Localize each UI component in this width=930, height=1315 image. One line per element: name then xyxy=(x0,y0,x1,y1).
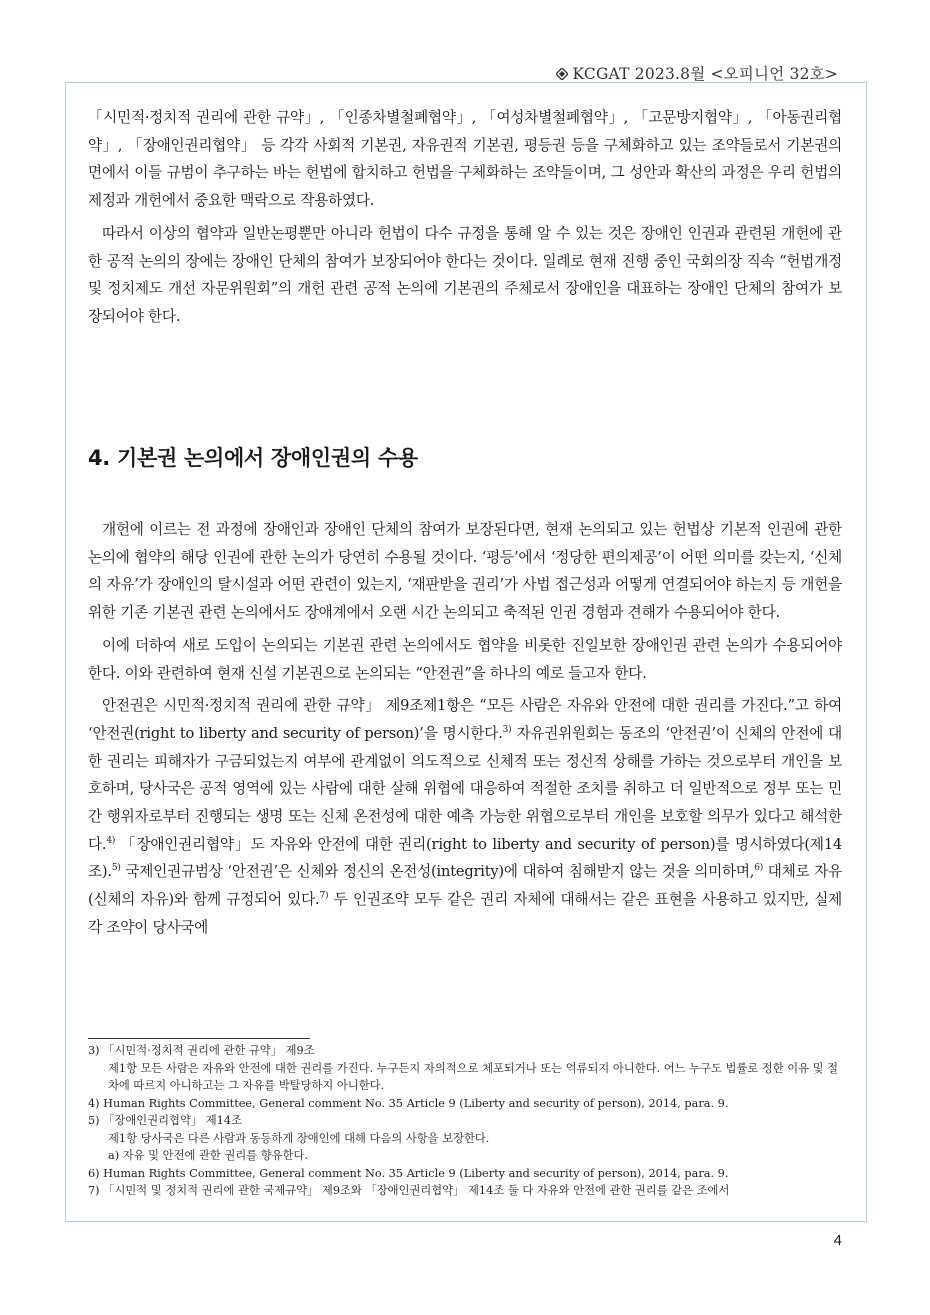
body-paragraph: 개헌에 이르는 전 과정에 장애인과 장애인 단체의 참여가 보장된다면, 현재 논의되고 있는 헌법상 기본적 인권에 관한 논의에 협약의 해당 인권에 관한 논의가 당연히 수용될 것이다. ‘평등’에서 ‘정당한 편의제공’이 어떤 의미를 갖는지, ‘신체의 자유’가 장애인의 탈시설과 어떤 관련이 있는지, ‘재판받을 권리’가 사법 접근성과 어떻게 연결되어야 하는지 등 개헌을 위한 기존 기본권 관련 논의에서도 장애계에서 오랜 시간 논의되고 축적된 인권 경험과 견해가 수용되어야 한다. xyxy=(88,521,842,622)
text-run: 안전권은 시민적·정치적 권리에 관한 규약」 제9조제1항은 “모든 사람은 자유와 안전에 대한 권리를 가진다.”고 하여 ‘안전권(right to liberty and security of person)’을 명시한다. xyxy=(88,697,842,742)
footnote-5: 5) 「장애인권리협약」 제14조 xyxy=(88,1114,242,1127)
text-run: 두 인권조약 모두 같은 권리 자체에 대해서는 같은 표현을 사용하고 있지만, 실제 각 조약이 당사국에 xyxy=(88,891,843,936)
text-run: 자유권위원회는 동조의 ‘안전권’이 신체의 안전에 대한 권리는 피해자가 구금되었는지 여부에 관계없이 의도적으로 신체적 또는 정신적 상해를 가하는 것으로부터 개인을 보호하며, 당사국은 공적 영역에 있는 사람에 대한 살해 위협에 대응하여 적절한 조치를 취하고 더 일반적으로 정부 또는 민간 행위자로부터 진행되는 생명 또는 신체 온전성에 대한 예측 가능한 위협으로부터 개인을 보호할 의무가 있다고 해석한다. xyxy=(88,724,842,853)
diamond-icon xyxy=(556,68,567,79)
footnote-3-body: 제1항 모든 사람은 자유와 안전에 대한 권리를 가진다. 누구든지 자의적으로 체포되거나 또는 억류되지 아니한다. 어느 누구도 법률로 정한 이유 및 절차에 따르지 아니하고는 그 자유를 박탈당하지 아니한다. xyxy=(108,1061,839,1092)
header-text: KCGAT 2023.8월 <오피니언 32호> xyxy=(572,65,838,83)
footnote-7: 7) 「시민적 및 정치적 권리에 관한 국제규약」 제9조와 「장애인권리협약」 제14조 둘 다 자유와 안전에 관한 권리를 같은 조에서 xyxy=(88,1184,730,1197)
footnote-ref: 7) xyxy=(319,891,329,902)
page-header xyxy=(556,62,838,84)
footnote-ref: 5) xyxy=(111,863,121,874)
body-paragraph: 이에 더하여 새로 도입이 논의되는 기본권 관련 논의에서도 협약을 비롯한 진일보한 장애인권 관련 논의가 수용되어야 한다. 이와 관련하여 현재 신설 기본권으로 논의되는 “안전권”을 하나의 예로 들고자 한다. xyxy=(88,636,842,682)
text-run: 「장애인권리협약」도 자유와 안전에 대한 권리(right to liberty and security of person)를 명시하였다(제14조). xyxy=(88,835,842,881)
text-run: 대체로 자유(신체의 자유)와 함께 규정되어 있다. xyxy=(88,863,842,909)
page-number: 4 xyxy=(833,1232,842,1249)
footnote-5-body: 제1항 당사국은 다른 사람과 동등하게 장애인에 대해 다음의 사항을 보장한다. xyxy=(108,1131,490,1145)
text-run: 국제인권규범상 ‘안전권’은 신체와 정신의 온전성(integrity)에 대하여 침해받지 않는 것을 의미하며, xyxy=(120,863,755,881)
intro-paragraph: 따라서 이상의 협약과 일반논평뿐만 아니라 헌법이 다수 규정을 통해 알 수 있는 것은 장애인 인권과 관련된 개헌에 관한 공적 논의의 장에는 장애인 단체의 참여가 보장되어야 한다는 것이다. 일례로 현재 진행 중인 국회의장 직속 “헌법개정 및 정치제도 개선 자문위원회”의 개헌 관련 공적 논의에 기본권의 주체로서 장애인을 대표하는 장애인 단체의 참여가 보장되어야 한다. xyxy=(88,224,842,325)
footnote-ref: 3) xyxy=(502,725,512,736)
section-body xyxy=(88,516,842,942)
intro-paragraph: 「시민적·정치적 권리에 관한 규약」, 「인종차별철폐협약」, 「여성차별철폐협약」, 「고문방지협약」, 「아동권리협약」, 「장애인권리협약」 등 각각 사회적 기본권, 자유권적 기본권, 평등권 등을 구체화하고 있는 조약들로서 기본권의 면에서 이들 규범이 추구하는 바는 헌법에 합치하고 헌법을 구체화하는 조약들이며, 그 성안과 확산의 과정은 우리 헌법의 제정과 개헌에서 중요한 맥락으로 작용하였다. xyxy=(88,109,842,210)
intro-section xyxy=(88,104,842,331)
footnotes xyxy=(88,1042,848,1200)
footnote-4: 4) Human Rights Committee, General comment No. 35 Article 9 (Liberty and security of person), 2014, para. 9. xyxy=(88,1096,729,1110)
footnote-3: 3) 「시민적·정치적 권리에 관한 규약」 제9조 xyxy=(88,1044,315,1057)
footnote-6: 6) Human Rights Committee, General comment No. 35 Article 9 (Liberty and security of person), 2014, para. 9. xyxy=(88,1166,729,1180)
footnote-5-item: a) 자유 및 안전에 관한 권리를 향유한다. xyxy=(108,1149,308,1162)
body-paragraph xyxy=(88,692,842,941)
footnote-ref: 4) xyxy=(106,835,116,846)
section-title: 4. 기본권 논의에서 장애인권의 수용 xyxy=(88,446,418,470)
footnote-divider xyxy=(88,1038,310,1039)
footnote-ref: 6) xyxy=(754,863,764,874)
